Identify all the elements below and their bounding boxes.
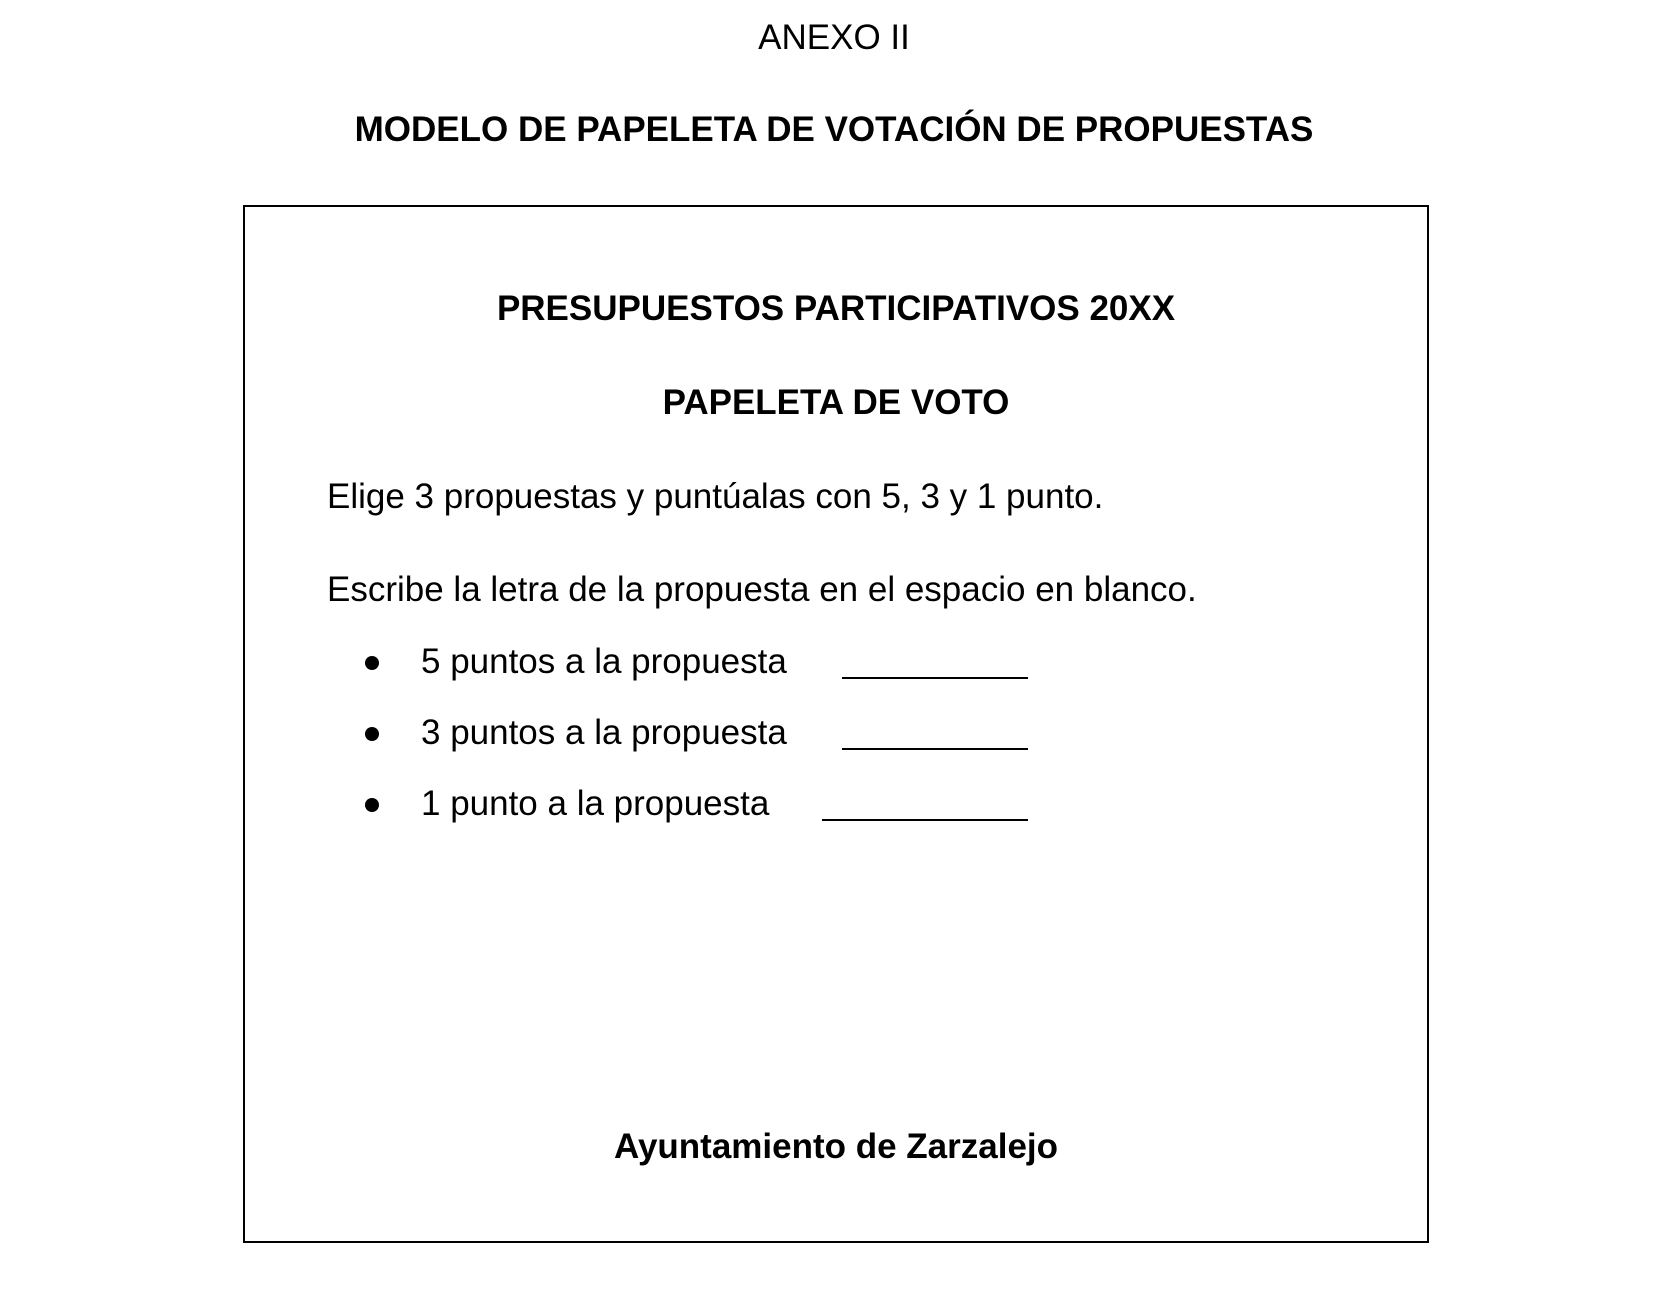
instruction-write: Escribe la letra de la propuesta en el espacio en blanco. bbox=[327, 570, 1197, 609]
issuer-name: Ayuntamiento de Zarzalejo bbox=[613, 1127, 1059, 1166]
list-item bbox=[245, 640, 1145, 684]
ballot-frame bbox=[243, 205, 1429, 1243]
annex-label: ANEXO II bbox=[758, 18, 910, 57]
points-label: 3 puntos a la propuesta bbox=[421, 713, 787, 752]
list-item bbox=[245, 782, 1145, 826]
document-title: MODELO DE PAPELETA DE VOTACIÓN DE PROPUESTAS bbox=[354, 110, 1314, 149]
bullet-icon bbox=[365, 727, 379, 741]
points-label: 5 puntos a la propuesta bbox=[421, 642, 787, 681]
bullet-icon bbox=[365, 798, 379, 812]
ballot-subheading: PAPELETA DE VOTO bbox=[662, 383, 1010, 422]
bullet-icon bbox=[365, 656, 379, 670]
instruction-choose: Elige 3 propuestas y puntúalas con 5, 3 y 1 punto. bbox=[327, 477, 1104, 516]
answer-blank[interactable] bbox=[842, 677, 1028, 679]
answer-blank[interactable] bbox=[822, 819, 1028, 821]
points-label: 1 punto a la propuesta bbox=[421, 784, 770, 823]
answer-blank[interactable] bbox=[842, 748, 1028, 750]
ballot-heading: PRESUPUESTOS PARTICIPATIVOS 20XX bbox=[496, 289, 1176, 328]
list-item bbox=[245, 711, 1145, 755]
